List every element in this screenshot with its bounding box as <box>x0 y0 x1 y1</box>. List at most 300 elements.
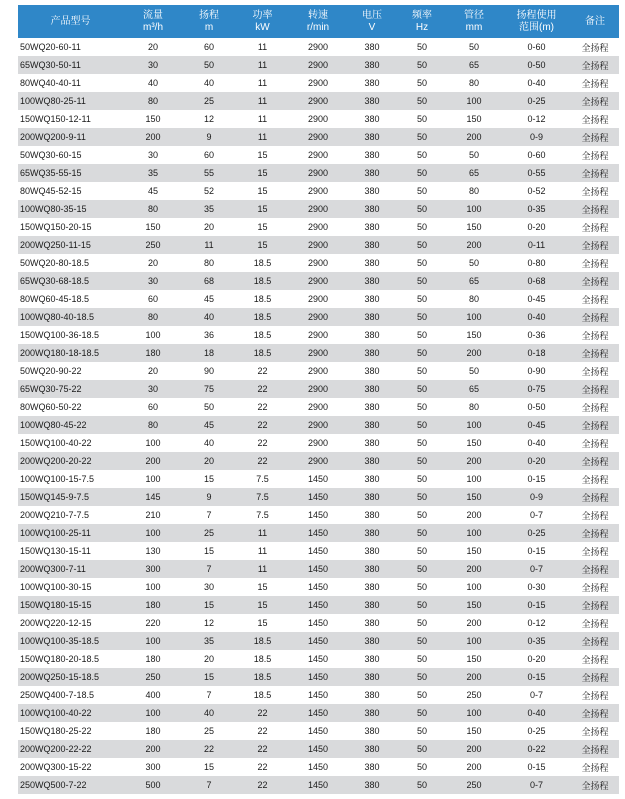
cell-power: 7.5 <box>235 506 290 524</box>
cell-note: 全扬程 <box>571 326 619 344</box>
cell-diameter: 150 <box>446 326 502 344</box>
pump-spec-table-container <box>18 5 619 794</box>
cell-frequency: 50 <box>398 776 446 794</box>
cell-head-range: 0-20 <box>502 650 571 668</box>
cell-frequency: 50 <box>398 182 446 200</box>
cell-model: 80WQ45-52-15 <box>18 182 123 200</box>
cell-flow: 180 <box>123 344 183 362</box>
cell-frequency: 50 <box>398 308 446 326</box>
cell-model: 50WQ20-90-22 <box>18 362 123 380</box>
cell-head-range: 0-50 <box>502 56 571 74</box>
cell-voltage: 380 <box>346 542 398 560</box>
cell-speed: 1450 <box>290 560 346 578</box>
table-row <box>18 110 619 128</box>
cell-diameter: 150 <box>446 488 502 506</box>
cell-flow: 300 <box>123 560 183 578</box>
cell-power: 11 <box>235 542 290 560</box>
cell-model: 150WQ180-20-18.5 <box>18 650 123 668</box>
col-header-model: 产品型号 <box>18 5 123 38</box>
cell-speed: 2900 <box>290 344 346 362</box>
col-header-power: 功率 kW <box>235 5 290 38</box>
cell-note: 全扬程 <box>571 164 619 182</box>
table-row <box>18 524 619 542</box>
pump-spec-table <box>18 5 619 794</box>
cell-power: 15 <box>235 578 290 596</box>
cell-model: 200WQ200-20-22 <box>18 452 123 470</box>
cell-head: 40 <box>183 308 235 326</box>
cell-voltage: 380 <box>346 632 398 650</box>
cell-speed: 1450 <box>290 524 346 542</box>
cell-voltage: 380 <box>346 560 398 578</box>
cell-frequency: 50 <box>398 722 446 740</box>
cell-flow: 80 <box>123 416 183 434</box>
cell-voltage: 380 <box>346 236 398 254</box>
cell-model: 200WQ250-15-18.5 <box>18 668 123 686</box>
cell-speed: 2900 <box>290 326 346 344</box>
col-header-diameter: 管径 mm <box>446 5 502 38</box>
cell-note: 全扬程 <box>571 128 619 146</box>
cell-head: 60 <box>183 146 235 164</box>
cell-flow: 200 <box>123 452 183 470</box>
cell-diameter: 50 <box>446 38 502 56</box>
col-header-flow: 流量 m³/h <box>123 5 183 38</box>
cell-power: 22 <box>235 416 290 434</box>
table-row <box>18 146 619 164</box>
cell-flow: 210 <box>123 506 183 524</box>
cell-frequency: 50 <box>398 542 446 560</box>
cell-head-range: 0-45 <box>502 290 571 308</box>
cell-frequency: 50 <box>398 74 446 92</box>
cell-note: 全扬程 <box>571 56 619 74</box>
cell-head: 20 <box>183 218 235 236</box>
cell-frequency: 50 <box>398 92 446 110</box>
cell-head-range: 0-18 <box>502 344 571 362</box>
cell-frequency: 50 <box>398 614 446 632</box>
cell-frequency: 50 <box>398 506 446 524</box>
cell-head: 7 <box>183 560 235 578</box>
table-row <box>18 200 619 218</box>
cell-speed: 1450 <box>290 578 346 596</box>
cell-diameter: 150 <box>446 722 502 740</box>
cell-voltage: 380 <box>346 164 398 182</box>
cell-voltage: 380 <box>346 362 398 380</box>
table-row <box>18 776 619 794</box>
cell-voltage: 380 <box>346 182 398 200</box>
cell-frequency: 50 <box>398 686 446 704</box>
cell-speed: 2900 <box>290 218 346 236</box>
cell-diameter: 100 <box>446 416 502 434</box>
cell-voltage: 380 <box>346 434 398 452</box>
cell-diameter: 250 <box>446 686 502 704</box>
cell-flow: 180 <box>123 650 183 668</box>
cell-voltage: 380 <box>346 290 398 308</box>
cell-flow: 500 <box>123 776 183 794</box>
cell-voltage: 380 <box>346 614 398 632</box>
cell-note: 全扬程 <box>571 308 619 326</box>
cell-diameter: 80 <box>446 398 502 416</box>
table-row <box>18 506 619 524</box>
cell-head-range: 0-35 <box>502 200 571 218</box>
cell-model: 250WQ500-7-22 <box>18 776 123 794</box>
cell-power: 11 <box>235 38 290 56</box>
cell-frequency: 50 <box>398 416 446 434</box>
cell-frequency: 50 <box>398 290 446 308</box>
cell-head: 90 <box>183 362 235 380</box>
cell-head: 35 <box>183 200 235 218</box>
cell-flow: 180 <box>123 596 183 614</box>
cell-diameter: 150 <box>446 596 502 614</box>
table-row <box>18 470 619 488</box>
cell-flow: 40 <box>123 74 183 92</box>
cell-note: 全扬程 <box>571 578 619 596</box>
cell-note: 全扬程 <box>571 722 619 740</box>
cell-head: 15 <box>183 758 235 776</box>
cell-model: 50WQ30-60-15 <box>18 146 123 164</box>
table-row <box>18 56 619 74</box>
cell-note: 全扬程 <box>571 614 619 632</box>
cell-flow: 30 <box>123 380 183 398</box>
cell-speed: 2900 <box>290 434 346 452</box>
cell-voltage: 380 <box>346 110 398 128</box>
cell-head-range: 0-40 <box>502 704 571 722</box>
cell-power: 22 <box>235 380 290 398</box>
cell-head-range: 0-55 <box>502 164 571 182</box>
cell-diameter: 150 <box>446 542 502 560</box>
cell-flow: 180 <box>123 722 183 740</box>
cell-flow: 200 <box>123 740 183 758</box>
cell-diameter: 80 <box>446 74 502 92</box>
cell-diameter: 200 <box>446 236 502 254</box>
cell-head: 7 <box>183 776 235 794</box>
cell-flow: 100 <box>123 434 183 452</box>
cell-head-range: 0-20 <box>502 452 571 470</box>
cell-speed: 2900 <box>290 290 346 308</box>
cell-note: 全扬程 <box>571 398 619 416</box>
cell-head: 40 <box>183 704 235 722</box>
cell-head: 15 <box>183 470 235 488</box>
table-row <box>18 758 619 776</box>
cell-voltage: 380 <box>346 146 398 164</box>
cell-frequency: 50 <box>398 470 446 488</box>
col-header-head: 扬程 m <box>183 5 235 38</box>
cell-head-range: 0-15 <box>502 470 571 488</box>
cell-diameter: 100 <box>446 524 502 542</box>
cell-head: 45 <box>183 416 235 434</box>
cell-head-range: 0-12 <box>502 110 571 128</box>
cell-frequency: 50 <box>398 380 446 398</box>
table-row <box>18 632 619 650</box>
cell-diameter: 100 <box>446 470 502 488</box>
cell-frequency: 50 <box>398 452 446 470</box>
cell-speed: 2900 <box>290 308 346 326</box>
cell-flow: 250 <box>123 668 183 686</box>
cell-flow: 100 <box>123 578 183 596</box>
cell-frequency: 50 <box>398 560 446 578</box>
cell-note: 全扬程 <box>571 38 619 56</box>
cell-speed: 1450 <box>290 650 346 668</box>
cell-head-range: 0-36 <box>502 326 571 344</box>
cell-head-range: 0-30 <box>502 578 571 596</box>
cell-voltage: 380 <box>346 650 398 668</box>
cell-model: 65WQ30-50-11 <box>18 56 123 74</box>
cell-model: 80WQ60-45-18.5 <box>18 290 123 308</box>
cell-head: 22 <box>183 740 235 758</box>
cell-frequency: 50 <box>398 146 446 164</box>
cell-power: 11 <box>235 74 290 92</box>
cell-note: 全扬程 <box>571 218 619 236</box>
cell-note: 全扬程 <box>571 92 619 110</box>
cell-head: 15 <box>183 542 235 560</box>
cell-voltage: 380 <box>346 722 398 740</box>
cell-power: 18.5 <box>235 632 290 650</box>
table-row <box>18 254 619 272</box>
cell-frequency: 50 <box>398 128 446 146</box>
cell-frequency: 50 <box>398 434 446 452</box>
cell-power: 11 <box>235 560 290 578</box>
cell-head-range: 0-7 <box>502 560 571 578</box>
cell-model: 65WQ30-75-22 <box>18 380 123 398</box>
table-row <box>18 686 619 704</box>
cell-model: 200WQ220-12-15 <box>18 614 123 632</box>
table-row <box>18 416 619 434</box>
cell-model: 65WQ35-55-15 <box>18 164 123 182</box>
cell-note: 全扬程 <box>571 416 619 434</box>
cell-head-range: 0-15 <box>502 668 571 686</box>
table-row <box>18 362 619 380</box>
cell-model: 150WQ100-40-22 <box>18 434 123 452</box>
cell-diameter: 200 <box>446 506 502 524</box>
cell-power: 11 <box>235 128 290 146</box>
cell-frequency: 50 <box>398 344 446 362</box>
cell-head-range: 0-9 <box>502 128 571 146</box>
cell-head: 15 <box>183 596 235 614</box>
cell-power: 18.5 <box>235 344 290 362</box>
col-header-head-range: 扬程使用 范围(m) <box>502 5 571 38</box>
cell-note: 全扬程 <box>571 236 619 254</box>
table-row <box>18 236 619 254</box>
cell-diameter: 200 <box>446 758 502 776</box>
cell-diameter: 150 <box>446 218 502 236</box>
cell-model: 100WQ100-15-7.5 <box>18 470 123 488</box>
cell-note: 全扬程 <box>571 668 619 686</box>
cell-head: 35 <box>183 632 235 650</box>
cell-speed: 1450 <box>290 488 346 506</box>
cell-power: 18.5 <box>235 326 290 344</box>
cell-head-range: 0-40 <box>502 74 571 92</box>
cell-head-range: 0-22 <box>502 740 571 758</box>
cell-model: 200WQ210-7-7.5 <box>18 506 123 524</box>
cell-power: 11 <box>235 110 290 128</box>
cell-power: 18.5 <box>235 290 290 308</box>
cell-speed: 1450 <box>290 542 346 560</box>
cell-voltage: 380 <box>346 38 398 56</box>
cell-speed: 2900 <box>290 398 346 416</box>
cell-head: 15 <box>183 668 235 686</box>
table-row <box>18 164 619 182</box>
table-row <box>18 308 619 326</box>
cell-voltage: 380 <box>346 128 398 146</box>
cell-model: 200WQ250-11-15 <box>18 236 123 254</box>
cell-speed: 1450 <box>290 686 346 704</box>
table-row <box>18 128 619 146</box>
col-header-voltage: 电压 V <box>346 5 398 38</box>
cell-head: 45 <box>183 290 235 308</box>
cell-flow: 20 <box>123 254 183 272</box>
cell-frequency: 50 <box>398 668 446 686</box>
cell-voltage: 380 <box>346 218 398 236</box>
cell-diameter: 65 <box>446 380 502 398</box>
cell-flow: 20 <box>123 38 183 56</box>
cell-frequency: 50 <box>398 272 446 290</box>
cell-head: 75 <box>183 380 235 398</box>
cell-flow: 400 <box>123 686 183 704</box>
cell-head: 52 <box>183 182 235 200</box>
cell-power: 18.5 <box>235 686 290 704</box>
cell-flow: 30 <box>123 272 183 290</box>
cell-model: 50WQ20-60-11 <box>18 38 123 56</box>
cell-note: 全扬程 <box>571 686 619 704</box>
cell-model: 150WQ150-20-15 <box>18 218 123 236</box>
cell-speed: 1450 <box>290 614 346 632</box>
cell-power: 22 <box>235 362 290 380</box>
cell-diameter: 250 <box>446 776 502 794</box>
table-row <box>18 398 619 416</box>
cell-power: 15 <box>235 596 290 614</box>
cell-head: 30 <box>183 578 235 596</box>
cell-voltage: 380 <box>346 92 398 110</box>
cell-power: 11 <box>235 56 290 74</box>
cell-speed: 2900 <box>290 92 346 110</box>
cell-note: 全扬程 <box>571 200 619 218</box>
cell-flow: 100 <box>123 704 183 722</box>
cell-speed: 2900 <box>290 164 346 182</box>
table-row <box>18 614 619 632</box>
cell-head: 60 <box>183 38 235 56</box>
cell-speed: 2900 <box>290 38 346 56</box>
cell-head-range: 0-15 <box>502 758 571 776</box>
cell-model: 200WQ300-7-11 <box>18 560 123 578</box>
cell-speed: 1450 <box>290 740 346 758</box>
cell-power: 22 <box>235 776 290 794</box>
cell-head: 40 <box>183 434 235 452</box>
table-body <box>18 38 619 794</box>
cell-power: 11 <box>235 524 290 542</box>
cell-power: 18.5 <box>235 668 290 686</box>
cell-voltage: 380 <box>346 506 398 524</box>
cell-power: 18.5 <box>235 272 290 290</box>
cell-head: 25 <box>183 722 235 740</box>
cell-power: 22 <box>235 434 290 452</box>
cell-note: 全扬程 <box>571 596 619 614</box>
cell-note: 全扬程 <box>571 74 619 92</box>
cell-model: 100WQ80-40-18.5 <box>18 308 123 326</box>
table-row <box>18 272 619 290</box>
cell-diameter: 200 <box>446 128 502 146</box>
cell-head-range: 0-7 <box>502 686 571 704</box>
table-row <box>18 38 619 56</box>
cell-head-range: 0-11 <box>502 236 571 254</box>
cell-power: 15 <box>235 236 290 254</box>
cell-note: 全扬程 <box>571 434 619 452</box>
cell-power: 22 <box>235 722 290 740</box>
cell-model: 100WQ100-25-11 <box>18 524 123 542</box>
cell-voltage: 380 <box>346 272 398 290</box>
table-row <box>18 560 619 578</box>
cell-speed: 2900 <box>290 56 346 74</box>
header-row <box>18 5 619 38</box>
cell-head: 50 <box>183 56 235 74</box>
cell-power: 22 <box>235 758 290 776</box>
cell-frequency: 50 <box>398 254 446 272</box>
cell-voltage: 380 <box>346 488 398 506</box>
cell-diameter: 100 <box>446 92 502 110</box>
table-row <box>18 668 619 686</box>
cell-model: 150WQ150-12-11 <box>18 110 123 128</box>
cell-note: 全扬程 <box>571 272 619 290</box>
cell-head-range: 0-25 <box>502 524 571 542</box>
cell-speed: 1450 <box>290 596 346 614</box>
cell-speed: 1450 <box>290 470 346 488</box>
cell-voltage: 380 <box>346 470 398 488</box>
cell-voltage: 380 <box>346 524 398 542</box>
cell-speed: 1450 <box>290 506 346 524</box>
cell-head-range: 0-20 <box>502 218 571 236</box>
cell-head-range: 0-7 <box>502 506 571 524</box>
cell-flow: 100 <box>123 470 183 488</box>
cell-diameter: 65 <box>446 56 502 74</box>
cell-voltage: 380 <box>346 776 398 794</box>
cell-speed: 2900 <box>290 416 346 434</box>
cell-model: 80WQ40-40-11 <box>18 74 123 92</box>
cell-model: 150WQ130-15-11 <box>18 542 123 560</box>
cell-flow: 80 <box>123 200 183 218</box>
cell-note: 全扬程 <box>571 506 619 524</box>
cell-flow: 145 <box>123 488 183 506</box>
cell-model: 100WQ80-45-22 <box>18 416 123 434</box>
cell-head-range: 0-35 <box>502 632 571 650</box>
cell-model: 150WQ180-25-22 <box>18 722 123 740</box>
cell-frequency: 50 <box>398 218 446 236</box>
cell-model: 80WQ60-50-22 <box>18 398 123 416</box>
cell-note: 全扬程 <box>571 542 619 560</box>
cell-head-range: 0-40 <box>502 308 571 326</box>
cell-voltage: 380 <box>346 254 398 272</box>
cell-speed: 2900 <box>290 380 346 398</box>
cell-flow: 60 <box>123 290 183 308</box>
table-row <box>18 650 619 668</box>
cell-model: 200WQ200-9-11 <box>18 128 123 146</box>
cell-speed: 2900 <box>290 146 346 164</box>
cell-head-range: 0-80 <box>502 254 571 272</box>
cell-diameter: 80 <box>446 290 502 308</box>
cell-frequency: 50 <box>398 164 446 182</box>
cell-head-range: 0-90 <box>502 362 571 380</box>
table-row <box>18 722 619 740</box>
cell-note: 全扬程 <box>571 146 619 164</box>
table-row <box>18 344 619 362</box>
cell-diameter: 50 <box>446 146 502 164</box>
cell-note: 全扬程 <box>571 650 619 668</box>
cell-head-range: 0-68 <box>502 272 571 290</box>
cell-diameter: 65 <box>446 164 502 182</box>
cell-power: 15 <box>235 200 290 218</box>
table-row <box>18 182 619 200</box>
cell-frequency: 50 <box>398 524 446 542</box>
table-row <box>18 218 619 236</box>
cell-power: 18.5 <box>235 254 290 272</box>
cell-diameter: 150 <box>446 110 502 128</box>
cell-frequency: 50 <box>398 56 446 74</box>
